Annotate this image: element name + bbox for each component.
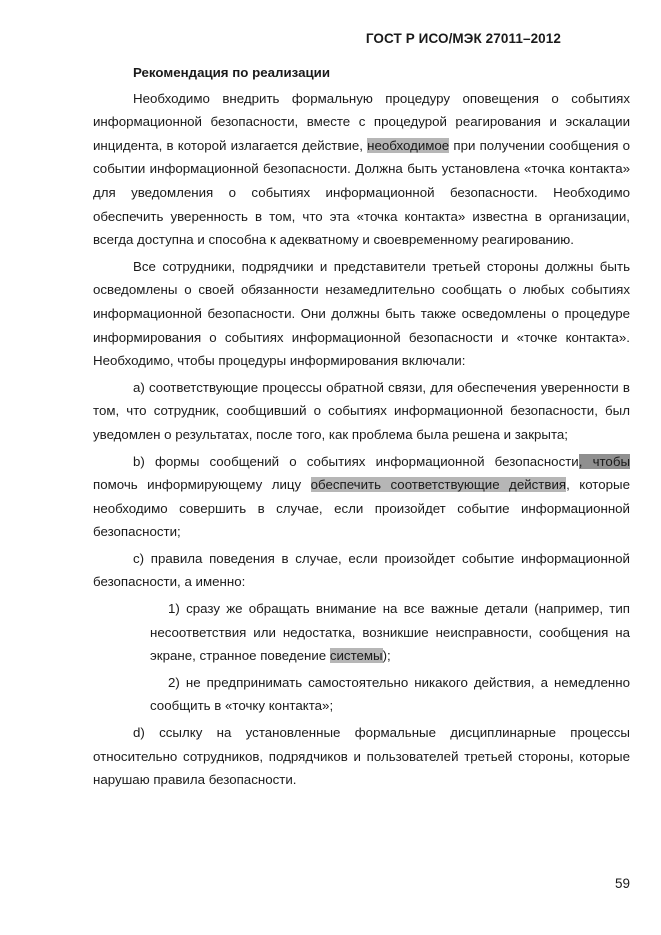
section-heading: Рекомендация по реализации — [133, 65, 330, 80]
paragraph-text: Необходимо внедрить формальную процедуру оповещения о событиях информационной безопасности, вместе с процедурой реагирования и эскалации инцидента, в которой излагается действие, — [93, 90, 630, 153]
document-body — [93, 61, 630, 795]
list-item-text: , которые необходимо совершить в случае, если произойдет событие информационной безопасности; — [93, 477, 630, 540]
list-item-b — [93, 450, 630, 544]
list-item-a: a) соответствующие процессы обратной связи, для обеспечения уверенности в том, что сотрудник, сообщивший о событиях информационной безопасности, был уведомлен о результатах, после того, как проблема была решена и закрыта; — [93, 379, 630, 442]
highlighted-text: системы — [329, 648, 383, 664]
paragraph-implementation — [93, 87, 630, 252]
highlighted-text: необходимое — [367, 137, 450, 153]
list-subitem-2: 2) не предпринимать самостоятельно никакого действия, а немедленно сообщить в «точку контакта»; — [150, 674, 630, 714]
highlighted-text: обеспечить соответствующие действия — [310, 477, 567, 493]
list-subitem-1 — [93, 597, 630, 668]
list-item-c: c) правила поведения в случае, если произойдет событие информационной безопасности, а именно: — [93, 550, 630, 590]
highlighted-text: , чтобы — [578, 453, 631, 469]
paragraph-awareness: Все сотрудники, подрядчики и представители третьей стороны должны быть осведомлены о своей обязанности незамедлительно сообщать о любых событиях информационной безопасности. Они должны быть также осведомлены о процедуре информирования о событиях информационной безопасности и «точке контакта». Необходимо, чтобы процедуры информирования включали: — [93, 258, 630, 369]
list-item-d: d) ссылку на установленные формальные дисциплинарные процессы относительно сотрудников, подрядчиков и пользователей третьей стороны, которые нарушаю правила безопасности. — [93, 725, 630, 788]
page-number: 59 — [615, 876, 631, 891]
list-item-text: b) формы сообщений о событиях информационной безопасности — [133, 453, 579, 469]
standard-header: ГОСТ Р ИСО/МЭК 27011–2012 — [365, 31, 561, 46]
list-item-text: 1) сразу же обращать внимание на все важные детали (например, тип несоответствия или недостатка, возникшие неисправности, сообщения на экране, странное поведение — [150, 601, 630, 664]
list-item-text: ); — [382, 648, 391, 664]
list-item-text: помочь информирующему лицу — [93, 477, 311, 493]
paragraph-text: при получении сообщения о событии информационной безопасности. Должна быть установлена «точка контакта» для уведомления о событиях информационной безопасности. Необходимо обеспечить уверенность в том, что эта «точка контакта» известна в организации, всегда доступна и способна к адекватному и своевременному реагированию. — [93, 137, 630, 248]
